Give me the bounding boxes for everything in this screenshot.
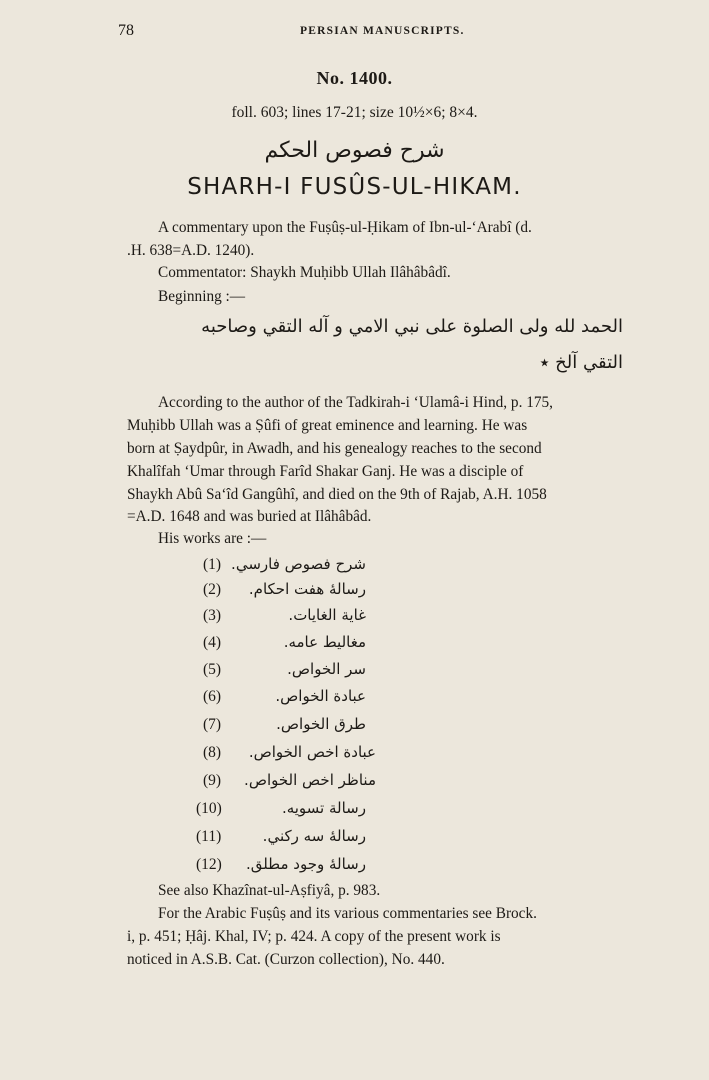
work-number: (10)	[196, 800, 222, 817]
work-number: (1)	[203, 556, 222, 573]
work-number: (12)	[196, 856, 222, 873]
biography-line: Shaykh Abû Sa‘îd Gangûhî, and died on the 9th of Rajab, A.H. 1058	[127, 486, 547, 503]
beginning-label: Beginning :—	[158, 288, 246, 305]
work-number: (5)	[203, 661, 222, 678]
work-title: مناظر اخص الخواص.	[244, 771, 376, 789]
description-line: A commentary upon the Fuṣûṣ-ul-Ḥikam of Ibn-ul-‘Arabî (d.	[158, 219, 532, 236]
see-also: See also Khazînat-ul-Aṣfiyâ, p. 983.	[158, 882, 381, 899]
biography-line: Khalîfah ‘Umar through Farîd Shakar Ganj. He was a disciple of	[127, 463, 524, 480]
work-number: (2)	[203, 581, 222, 598]
work-title: رسالة تسويه.	[281, 799, 366, 817]
commentator-line: Commentator: Shaykh Muḥibb Ullah Ilâhâbâdî.	[158, 264, 451, 281]
work-number: (11)	[196, 828, 222, 845]
arabic-title: شرح فصوص الحكم	[264, 138, 445, 163]
description-line: .H. 638=A.D. 1240).	[127, 242, 255, 259]
beginning-arabic-line: الحمد لله ولی الصلوة علی نبي الامي و آله التقي وصاحبه	[201, 316, 623, 337]
running-title: PERSIAN MANUSCRIPTS.	[300, 25, 465, 37]
work-number: (8)	[203, 744, 222, 761]
work-title: رسالهٔ وجود مطلق.	[245, 855, 366, 873]
roman-title: SHARH-I FUSÛS-UL-HIKAM.	[187, 174, 522, 200]
work-number: (3)	[203, 607, 222, 624]
work-number: (7)	[203, 716, 222, 733]
work-title: سر الخواص.	[287, 660, 366, 678]
beginning-arabic-line: التقي آلخ ٭	[539, 352, 623, 373]
work-number: (6)	[203, 688, 222, 705]
work-title: طرق الخواص.	[276, 715, 366, 733]
work-title: رسالهٔ هفت احکام.	[248, 580, 366, 598]
work-number: (4)	[203, 634, 222, 651]
work-title: مغاليط عامه.	[283, 633, 366, 651]
biography-line: =A.D. 1648 and was buried at Ilâhâbâd.	[127, 508, 372, 525]
work-title: شرح فصوص فارسي.	[231, 555, 366, 573]
biography-line: According to the author of the Tadkirah-i ‘Ulamâ-i Hind, p. 175,	[158, 394, 553, 411]
works-intro: His works are :—	[158, 530, 267, 547]
biography-line: born at Ṣaydpûr, in Awadh, and his genealogy reaches to the second	[127, 440, 542, 457]
work-title: عبادة الخواص.	[275, 687, 366, 705]
biography-line: Muḥibb Ullah was a Ṣûfi of great eminence and learning. He was	[127, 417, 528, 434]
work-title: عبادة اخص الخواص.	[248, 743, 376, 761]
closing-line: noticed in A.S.B. Cat. (Curzon collection), No. 440.	[127, 951, 445, 968]
closing-line: For the Arabic Fuṣûṣ and its various commentaries see Brock.	[158, 905, 537, 922]
folio-info: foll. 603; lines 17-21; size 10½×6; 8×4.	[231, 104, 478, 121]
work-title: رسالهٔ سه رکني.	[262, 827, 366, 845]
work-title: غاية الغايات.	[288, 606, 366, 624]
closing-line: i, p. 451; Ḥâj. Khal, IV; p. 424. A copy of the present work is	[127, 928, 501, 945]
page-number: 78	[118, 22, 134, 39]
work-number: (9)	[203, 772, 222, 789]
entry-number: No. 1400.	[316, 68, 393, 88]
